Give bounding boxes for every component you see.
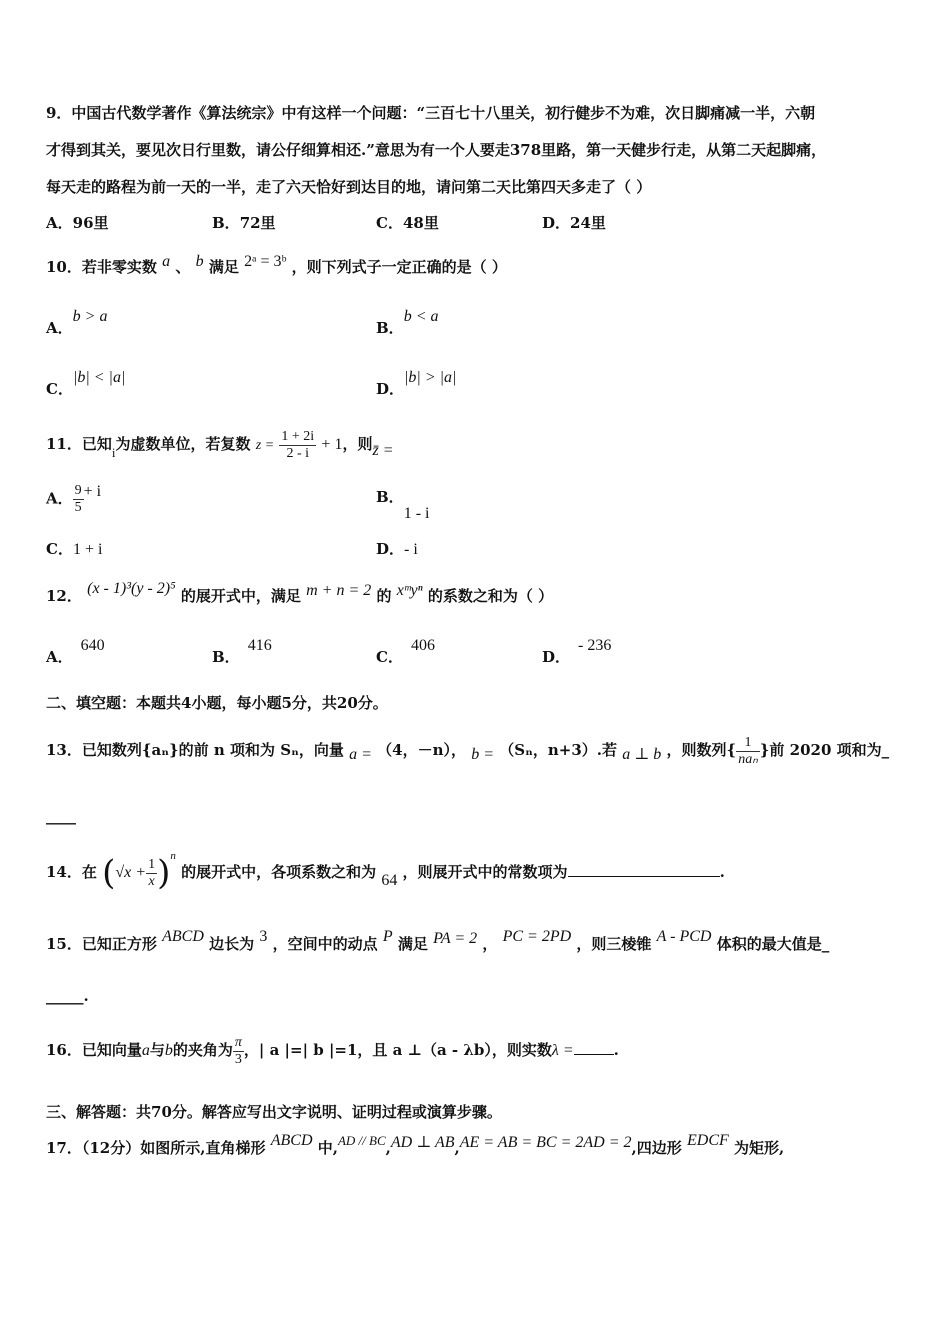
q9-option-c: C．48里 [376, 214, 439, 232]
q15-continuation: _____. [46, 987, 89, 1005]
q15-stem: 15．已知正方形 ABCD 边长为 3 ，空间中的动点 P 满足 PA = 2 ， PC = 2PD ，则三棱锥 A - PCD 体积的最大值是_ [46, 928, 830, 953]
section-solution-header: 三、解答题：共70分。解答应写出文字说明、证明过程或演算步骤。 [46, 1103, 502, 1121]
q11-option-d: D．- i [376, 540, 418, 558]
q10-option-c: C．|b| < |a| [46, 369, 126, 398]
q11-option-a: A． $\frac{9}{5}$ + i [46, 482, 102, 515]
q13-stem: 13．已知数列{aₙ}的前 n 项和为 Sₙ，向量 a = （4，－n）， b = （Sₙ，n+3）.若 a ⊥ b ，则数列{ $\frac{1}{\text{naₙ}}$ }前 2020 项和为_ [46, 734, 890, 767]
q10-option-a: A．b > a [46, 308, 108, 337]
q13-continuation: ____ [46, 807, 76, 825]
q11-option-b: B．1 - i [376, 488, 430, 522]
q11-option-c: C．1 + i [46, 540, 103, 558]
q13-fraction: $\frac{1}{\text{naₙ}}$ [738, 734, 758, 767]
q12-option-c: C．406 [376, 637, 435, 666]
q10-option-d: D．|b| > |a| [376, 369, 457, 398]
q10-stem: 10．若非零实数 a 、 b 满足 2ᵃ = 3ᵇ ，则下列式子一定正确的是（ ） [46, 253, 507, 276]
q17-stem: 17．（12分）如图所示,直角梯形 ABCD 中,AD // BC,AD ⊥ AB,AE = AB = BC = 2AD = 2,四边形 EDCF 为矩形, [46, 1132, 785, 1157]
q11-stem: 11．已知i为虚数单位，若复数 z = $\frac{1 + 2i}{2 - i}$ + 1，则z̄ = [46, 428, 394, 461]
q9-line1: 9．中国古代数学著作《算法统宗》中有这样一个问题：“三百七十八里关，初行健步不为难，次日脚痛减一半，六朝 [46, 104, 816, 122]
q9-line2: 才得到其关，要见次日行里数，请公仔细算相还.”意思为有一个人要走378里路，第一天健步行走，从第二天起脚痛， [46, 141, 827, 159]
q12-option-b: B．416 [212, 637, 272, 666]
q9-option-a: A．96里 [46, 214, 109, 232]
q14-stem: 14．在 (√x + $\frac{1}{x}$ )$^n$ 的展开式中，各项系数之和为 64 ，则展开式中的常数项为 . [46, 850, 725, 893]
q9-option-b: B．72里 [212, 214, 276, 232]
q16-stem: 16．已知向量a与b的夹角为 $\frac{\pi}{3}$ ，| a |=| b |=1，且 a ⊥（a - λb），则实数λ = . [46, 1034, 619, 1067]
q11-fraction: $\frac{1 + 2i}{2 - i}$ [281, 428, 315, 461]
q12-option-d: D．- 236 [542, 637, 612, 666]
q12-stem: 12． (x - 1)³(y - 2)⁵ 的展开式中，满足 m + n = 2 的 xᵐyⁿ 的系数之和为（ ） [46, 580, 554, 605]
q10-option-b: B．b < a [376, 308, 439, 337]
section-fill-in-header: 二、填空题：本题共4小题，每小题5分，共20分。 [46, 694, 388, 712]
q9-line3: 每天走的路程为前一天的一半，走了六天恰好到达目的地，请问第二天比第四天多走了（ ） [46, 178, 652, 196]
q12-option-a: A．640 [46, 637, 105, 666]
q9-option-d: D．24里 [542, 214, 606, 232]
